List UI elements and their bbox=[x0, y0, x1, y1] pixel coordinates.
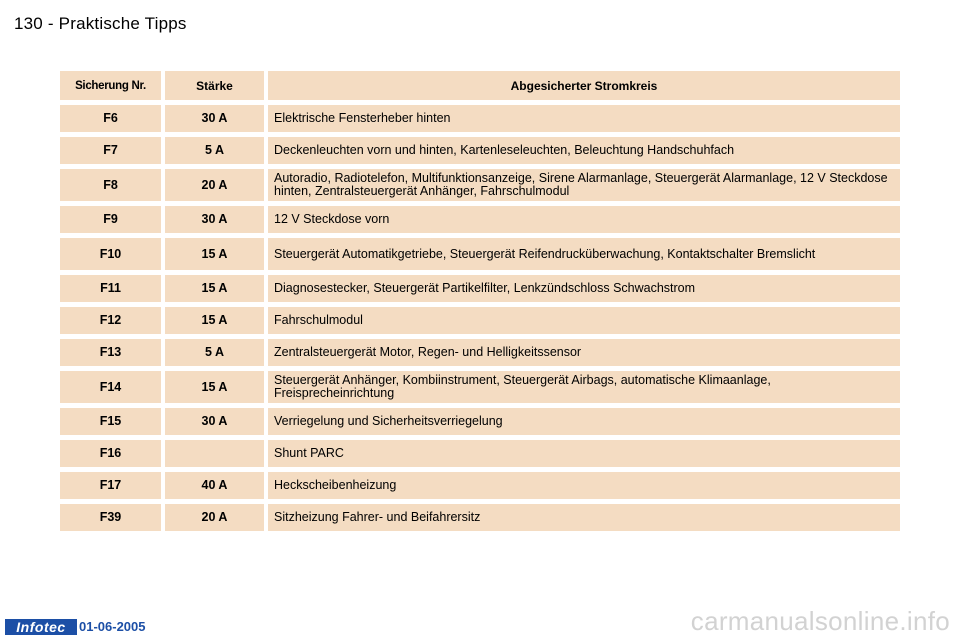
fuse-number-cell: F13 bbox=[60, 339, 161, 366]
fuse-number-cell: F12 bbox=[60, 307, 161, 334]
circuit-description-cell: Zentralsteuergerät Motor, Regen- und Helligkeitssensor bbox=[268, 339, 900, 366]
fuse-number-cell: F17 bbox=[60, 472, 161, 499]
fuse-number-cell: F11 bbox=[60, 275, 161, 302]
table-row bbox=[60, 472, 900, 499]
fuse-number-cell: F6 bbox=[60, 105, 161, 132]
table-row bbox=[60, 238, 900, 270]
fuse-number-cell: F9 bbox=[60, 206, 161, 233]
amperage-cell bbox=[165, 440, 264, 467]
table-row bbox=[60, 339, 900, 366]
fuse-number-cell: F15 bbox=[60, 408, 161, 435]
amperage-cell: 30 A bbox=[165, 105, 264, 132]
circuit-description-cell: Steuergerät Automatikgetriebe, Steuergerät Reifendrucküberwachung, Kontaktschalter Bremslicht bbox=[268, 238, 900, 270]
amperage-cell: 30 A bbox=[165, 408, 264, 435]
table-row bbox=[60, 169, 900, 201]
fuse-number-cell: F14 bbox=[60, 371, 161, 403]
watermark: carmanualsonline.info bbox=[690, 606, 950, 636]
table-row bbox=[60, 371, 900, 403]
column-header-circuit: Abgesicherter Stromkreis bbox=[268, 71, 900, 100]
amperage-cell: 5 A bbox=[165, 339, 264, 366]
table-row bbox=[60, 206, 900, 233]
amperage-cell: 5 A bbox=[165, 137, 264, 164]
page-title: 130 - Praktische Tipps bbox=[14, 14, 187, 33]
circuit-description-cell: Elektrische Fensterheber hinten bbox=[268, 105, 900, 132]
circuit-description-cell: Deckenleuchten vorn und hinten, Kartenleseleuchten, Beleuchtung Handschuhfach bbox=[268, 137, 900, 164]
amperage-cell: 15 A bbox=[165, 307, 264, 334]
amperage-cell: 40 A bbox=[165, 472, 264, 499]
fuse-number-cell: F10 bbox=[60, 238, 161, 270]
table-row bbox=[60, 275, 900, 302]
footer-date: 01-06-2005 bbox=[79, 619, 146, 634]
circuit-description-cell: Sitzheizung Fahrer- und Beifahrersitz bbox=[268, 504, 900, 531]
amperage-cell: 15 A bbox=[165, 238, 264, 270]
circuit-description-cell: Diagnosestecker, Steuergerät Partikelfilter, Lenkzündschloss Schwachstrom bbox=[268, 275, 900, 302]
circuit-description-cell: Heckscheibenheizung bbox=[268, 472, 900, 499]
table-header-row bbox=[60, 71, 900, 100]
table-row bbox=[60, 137, 900, 164]
circuit-description-cell: Verriegelung und Sicherheitsverriegelung bbox=[268, 408, 900, 435]
circuit-description-cell: 12 V Steckdose vorn bbox=[268, 206, 900, 233]
amperage-cell: 20 A bbox=[165, 504, 264, 531]
table-row bbox=[60, 504, 900, 531]
table-row bbox=[60, 440, 900, 467]
column-header-amperage: Stärke bbox=[165, 71, 264, 100]
amperage-cell: 20 A bbox=[165, 169, 264, 201]
amperage-cell: 15 A bbox=[165, 275, 264, 302]
circuit-description-cell: Shunt PARC bbox=[268, 440, 900, 467]
amperage-cell: 15 A bbox=[165, 371, 264, 403]
table-row bbox=[60, 105, 900, 132]
fuse-table bbox=[56, 66, 904, 536]
fuse-table-body bbox=[60, 105, 900, 531]
fuse-number-cell: F16 bbox=[60, 440, 161, 467]
fuse-number-cell: F8 bbox=[60, 169, 161, 201]
column-header-fuse-number: Sicherung Nr. bbox=[60, 71, 161, 100]
circuit-description-cell: Autoradio, Radiotelefon, Multifunktionsanzeige, Sirene Alarmanlage, Steuergerät Alarmanlage, 12 V Steckdose hinten, Zentralsteuergerät Anhänger, Fahrschulmodul bbox=[268, 169, 900, 201]
infotec-logo: Infotec bbox=[5, 619, 77, 635]
circuit-description-cell: Fahrschulmodul bbox=[268, 307, 900, 334]
fuse-number-cell: F7 bbox=[60, 137, 161, 164]
fuse-number-cell: F39 bbox=[60, 504, 161, 531]
amperage-cell: 30 A bbox=[165, 206, 264, 233]
table-row bbox=[60, 408, 900, 435]
circuit-description-cell: Steuergerät Anhänger, Kombiinstrument, Steuergerät Airbags, automatische Klimaanlage, Freisprecheinrichtung bbox=[268, 371, 900, 403]
table-row bbox=[60, 307, 900, 334]
